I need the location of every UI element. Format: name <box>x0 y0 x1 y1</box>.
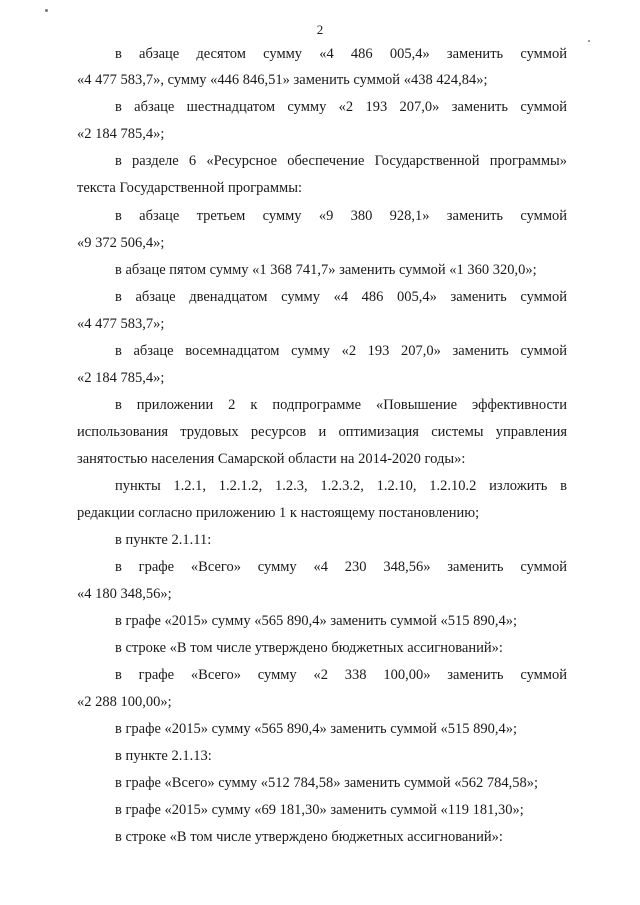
body-line: в графе «Всего» сумму «512 784,58» заменить суммой «562 784,58»; <box>115 775 539 791</box>
scan-speck <box>588 40 590 42</box>
page-number: 2 <box>316 22 324 37</box>
body-line: текста Государственной программы: <box>77 180 302 196</box>
body-line: в абзаце пятом сумму «1 368 741,7» заменить суммой «1 360 320,0»; <box>115 262 537 278</box>
body-line: в приложении 2 к подпрограмме «Повышение эффективности <box>115 397 567 413</box>
body-line: «9 372 506,4»; <box>77 235 165 251</box>
body-line: занятостью населения Самарской области на 2014-2020 годы»: <box>77 451 466 467</box>
body-line: в абзаце восемнадцатом сумму «2 193 207,0» заменить суммой <box>115 343 567 359</box>
body-line: в пункте 2.1.13: <box>115 748 212 764</box>
body-line: в абзаце третьем сумму «9 380 928,1» заменить суммой <box>115 208 567 224</box>
body-line: в графе «2015» сумму «565 890,4» заменить суммой «515 890,4»; <box>115 613 518 629</box>
body-line: в абзаце десятом сумму «4 486 005,4» заменить суммой <box>115 46 567 62</box>
body-line: «4 477 583,7», сумму «446 846,51» заменить суммой «438 424,84»; <box>77 72 488 88</box>
body-line: в графе «Всего» сумму «4 230 348,56» заменить суммой <box>115 559 567 575</box>
body-line: «4 180 348,56»; <box>77 586 172 602</box>
body-line: «2 184 785,4»; <box>77 370 165 386</box>
body-line: пункты 1.2.1, 1.2.1.2, 1.2.3, 1.2.3.2, 1.2.10, 1.2.10.2 изложить в <box>115 478 567 494</box>
body-line: в графе «Всего» сумму «2 338 100,00» заменить суммой <box>115 667 567 683</box>
body-line: «2 288 100,00»; <box>77 694 172 710</box>
body-line: в строке «В том числе утверждено бюджетных ассигнований»: <box>115 640 503 656</box>
body-line: «2 184 785,4»; <box>77 126 165 142</box>
body-line: в разделе 6 «Ресурсное обеспечение Государственной программы» <box>115 153 567 169</box>
body-line: в графе «2015» сумму «69 181,30» заменить суммой «119 181,30»; <box>115 802 524 818</box>
body-line: редакции согласно приложению 1 к настоящему постановлению; <box>77 505 480 521</box>
body-line: в графе «2015» сумму «565 890,4» заменить суммой «515 890,4»; <box>115 721 518 737</box>
body-line: в абзаце шестнадцатом сумму «2 193 207,0» заменить суммой <box>115 99 567 115</box>
body-line: «4 477 583,7»; <box>77 316 165 332</box>
body-line: в пункте 2.1.11: <box>115 532 212 548</box>
scan-speck <box>45 9 48 12</box>
body-line: в строке «В том числе утверждено бюджетных ассигнований»: <box>115 829 503 845</box>
body-line: использования трудовых ресурсов и оптимизация системы управления <box>77 424 567 440</box>
body-line: в абзаце двенадцатом сумму «4 486 005,4» заменить суммой <box>115 289 567 305</box>
